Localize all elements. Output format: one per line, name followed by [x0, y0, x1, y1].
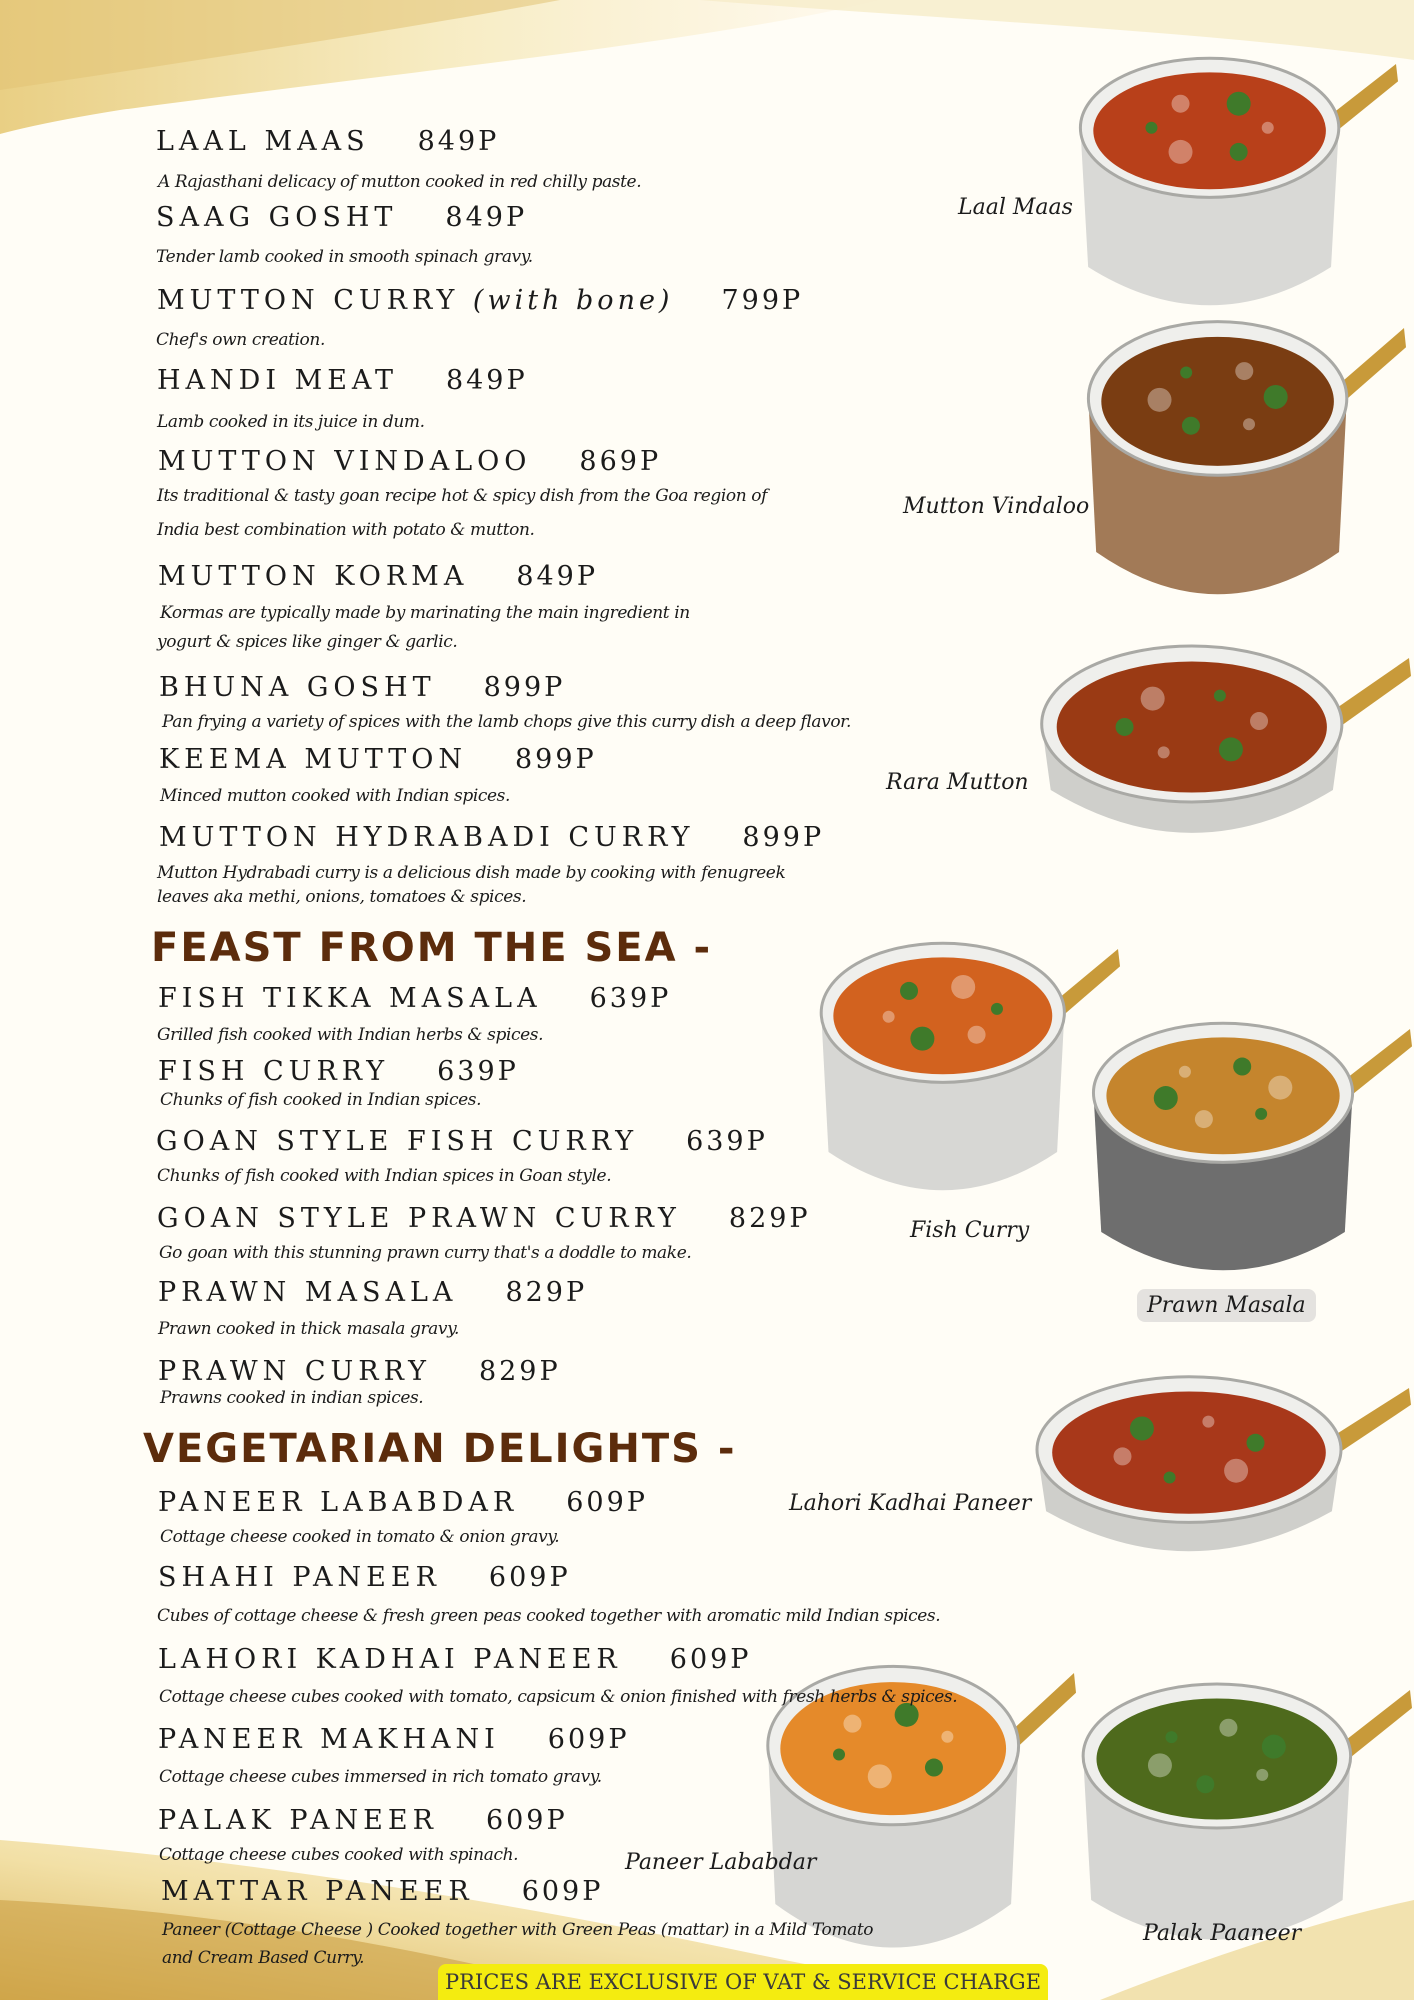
- menu-item-name: GOAN STYLE PRAWN CURRY 829P: [157, 1203, 811, 1234]
- menu-item-price: 799P: [721, 285, 804, 316]
- menu-item-price: 609P: [669, 1644, 752, 1675]
- menu-item-name: KEEMA MUTTON 899P: [159, 744, 597, 775]
- menu-item-description: Go goan with this stunning prawn curry that's a doddle to make.: [159, 1243, 692, 1263]
- menu-item-price: 829P: [505, 1277, 588, 1308]
- photo-label: Palak Paaneer: [1143, 1921, 1302, 1946]
- menu-item-description: Its traditional & tasty goan recipe hot & spicy dish from the Goa region of: [157, 486, 767, 506]
- menu-item-name: PRAWN MASALA 829P: [158, 1277, 588, 1308]
- menu-item-description: leaves aka methi, onions, tomatoes & spices.: [157, 887, 527, 907]
- menu-item-price: 829P: [728, 1203, 811, 1234]
- footer-note: PRICES ARE EXCLUSIVE OF VAT & SERVICE CHARGE: [438, 1964, 1048, 2000]
- photo-label: Lahori Kadhai Paneer: [789, 1491, 1032, 1516]
- photo-label: Mutton Vindaloo: [903, 494, 1090, 519]
- menu-item-description: Cottage cheese cooked in tomato & onion gravy.: [160, 1527, 560, 1547]
- menu-item-description: Cubes of cottage cheese & fresh green peas cooked together with aromatic mild Indian spices.: [157, 1606, 941, 1626]
- menu-item-name: HANDI MEAT 849P: [157, 365, 528, 396]
- menu-item-description: Mutton Hydrabadi curry is a delicious dish made by cooking with fenugreek: [157, 863, 786, 883]
- menu-item-price: 609P: [547, 1724, 630, 1755]
- menu-item-description: Cottage cheese cubes cooked with tomato, capsicum & onion finished with fresh herbs & spices.: [159, 1687, 958, 1707]
- menu-item-name: FISH CURRY 639P: [158, 1056, 519, 1087]
- photo-label: Paneer Lababdar: [625, 1850, 817, 1875]
- menu-item-name: FISH TIKKA MASALA 639P: [158, 983, 672, 1014]
- menu-item-price: 609P: [488, 1562, 571, 1593]
- menu-item-price: 849P: [516, 561, 599, 592]
- menu-item-price: 639P: [686, 1126, 768, 1157]
- menu-item-name: MUTTON CURRY (with bone) 799P: [157, 285, 804, 316]
- menu-item-description: Cottage cheese cubes immersed in rich tomato gravy.: [159, 1767, 602, 1787]
- menu-item-name: BHUNA GOSHT 899P: [159, 672, 566, 703]
- section-title-veg: VEGETARIAN DELIGHTS -: [143, 1426, 737, 1472]
- menu-item-note: (with bone): [472, 285, 674, 316]
- menu-item-name: MATTAR PANEER 609P: [161, 1876, 604, 1907]
- menu-item-price: 609P: [485, 1805, 568, 1836]
- photo-label: Fish Curry: [910, 1218, 1030, 1243]
- menu-item-name: LAAL MAAS 849P: [156, 126, 500, 157]
- menu-item-description: Cottage cheese cubes cooked with spinach.: [159, 1845, 519, 1865]
- menu-item-description: and Cream Based Curry.: [162, 1948, 365, 1968]
- menu-item-price: 899P: [515, 744, 597, 775]
- menu-item-name: PRAWN CURRY 829P: [158, 1356, 561, 1387]
- menu-item-name: PANEER LABABDAR 609P: [158, 1487, 648, 1518]
- menu-item-name: MUTTON VINDALOO 869P: [158, 446, 662, 477]
- menu-item-price: 849P: [445, 365, 528, 396]
- menu-item-description: Paneer (Cottage Cheese ) Cooked together with Green Peas (mattar) in a Mild Tomato: [162, 1920, 874, 1940]
- photo-label: Prawn Masala: [1137, 1289, 1316, 1322]
- menu-item-name: GOAN STYLE FISH CURRY 639P: [156, 1126, 768, 1157]
- menu-item-price: 639P: [437, 1056, 519, 1087]
- menu-item-description: Minced mutton cooked with Indian spices.: [160, 786, 511, 806]
- menu-item-name: PANEER MAKHANI 609P: [158, 1724, 630, 1755]
- menu-item-price: 899P: [483, 672, 566, 703]
- menu-item-description: Prawn cooked in thick masala gravy.: [158, 1319, 460, 1339]
- menu-item-name: LAHORI KADHAI PANEER 609P: [158, 1644, 752, 1675]
- menu-item-description: Chef's own creation.: [156, 330, 325, 350]
- menu-item-price: 899P: [742, 822, 825, 853]
- menu-item-price: 849P: [445, 202, 528, 233]
- menu-item-price: 869P: [579, 446, 662, 477]
- photo-label: Rara Mutton: [886, 770, 1029, 795]
- menu-item-description: Kormas are typically made by marinating the main ingredient in: [160, 603, 690, 623]
- menu-item-description: Pan frying a variety of spices with the lamb chops give this curry dish a deep flavor.: [162, 712, 852, 732]
- menu-item-description: Prawns cooked in indian spices.: [160, 1388, 424, 1408]
- menu-item-description: A Rajasthani delicacy of mutton cooked in red chilly paste.: [158, 172, 642, 192]
- menu-item-price: 639P: [589, 983, 672, 1014]
- menu-item-description: Grilled fish cooked with Indian herbs & spices.: [157, 1025, 544, 1045]
- menu-item-price: 609P: [566, 1487, 648, 1518]
- menu-item-price: 829P: [478, 1356, 561, 1387]
- menu-item-name: SHAHI PANEER 609P: [158, 1562, 571, 1593]
- menu-item-description: Chunks of fish cooked in Indian spices.: [160, 1090, 482, 1110]
- menu-item-description: Chunks of fish cooked with Indian spices in Goan style.: [157, 1166, 612, 1186]
- menu-item-description: Lamb cooked in its juice in dum.: [157, 412, 425, 432]
- menu-item-name: SAAG GOSHT 849P: [156, 202, 528, 233]
- menu-item-description: yogurt & spices like ginger & garlic.: [157, 632, 458, 652]
- menu-item-description: India best combination with potato & mutton.: [157, 520, 535, 540]
- section-title-sea: FEAST FROM THE SEA -: [151, 925, 713, 971]
- menu-item-description: Tender lamb cooked in smooth spinach gravy.: [156, 247, 533, 267]
- menu-item-name: MUTTON KORMA 849P: [158, 561, 599, 592]
- menu-item-price: 609P: [521, 1876, 604, 1907]
- menu-item-name: MUTTON HYDRABADI CURRY 899P: [159, 822, 825, 853]
- photo-label: Laal Maas: [958, 195, 1073, 220]
- menu-item-price: 849P: [417, 126, 500, 157]
- menu-item-name: PALAK PANEER 609P: [158, 1805, 568, 1836]
